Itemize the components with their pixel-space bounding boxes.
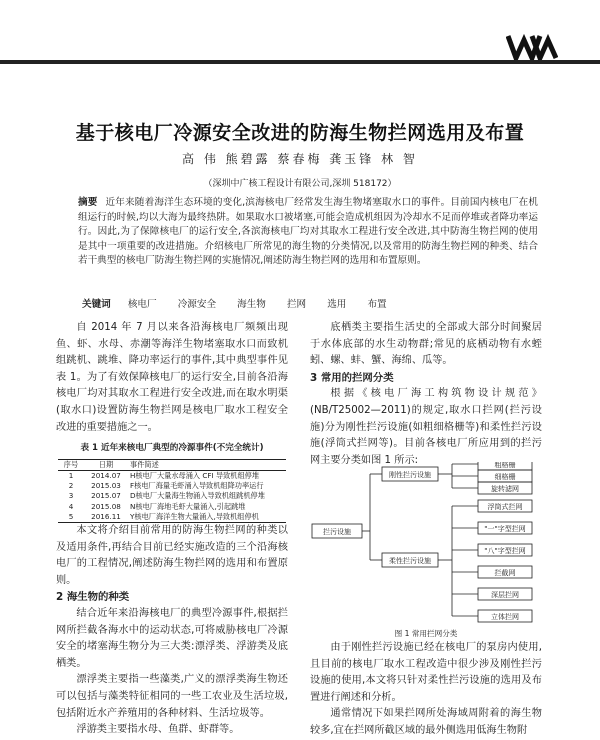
table-caption: 表 1 近年来核电厂典型的冷源事件(不完全统计) — [80, 443, 264, 454]
table-cell: D核电厂大量海生物涌入导致机组跳机停堆 — [130, 491, 265, 501]
abstract-label: 摘要 — [78, 197, 98, 208]
keyword: 选用 — [327, 299, 347, 310]
keyword: 海生物 — [237, 299, 266, 310]
keyword: 冷源安全 — [177, 299, 217, 310]
body-paragraph: 通常情况下如果拦网所处海域周附着的海生物较多,宜在拦网所截区域的最外侧选用低海生物附 — [310, 708, 542, 736]
article-authors: 高 伟 熊碧露 蔡春梅 龚玉锋 林 智 — [182, 152, 418, 166]
right-column-lower — [310, 640, 542, 740]
intro-paragraph: 自 2014 年 7 月以来各沿海核电厂频频出现鱼、虾、水母、赤潮等海洋生物堵塞取水口而致机组跳机、跳堆、降功率运行的事件,其中典型事件见表 1。为了有效保障核电厂的运行安全,目前各沿海核电厂均对其取水工程进行安全改进,而在取水明渠(取水口)设置防海生物拦网是核电厂取水工程安全改进的重要措施之一。 — [56, 322, 288, 433]
keywords — [82, 296, 542, 310]
section-heading: 2 海生物的种类 — [56, 591, 130, 604]
diagram-flexible-item: 浮筒式拦网 — [487, 503, 523, 511]
body-paragraph: 根据《核电厂海工构筑物设计规范》(NB/T25002—2011)的规定,取水口拦网(拦污设施)分为刚性拦污设施(如粗细格栅等)和柔性拦污设施(浮筒式拦网等)。目前各核电厂所应用到的拦污网主要分类如图 1 所示: — [310, 388, 542, 466]
left-column — [56, 320, 288, 739]
body-paragraph: 浮游类主要指水母、鱼群、虾群等。 — [76, 724, 240, 736]
diagram-flexible-item: 拦截网 — [494, 569, 516, 577]
body-paragraph: 结合近年来沿海核电厂的典型冷源事件,根据拦网所拦截各海水中的运动状态,可将威胁核电厂冷源安全的堵塞海生物分为三大类:漂浮类、浮游类及底栖类。 — [56, 607, 288, 669]
diagram-flexible-item: 深层拦网 — [491, 591, 519, 599]
table-cell: H核电厂大量水母涌入 CFI 导致机组停堆 — [130, 470, 260, 480]
body-paragraph: 漂浮类主要指一些藻类,广义的漂浮类海生物还可以包括与藻类特征相同的一些工农业及生活垃圾,包括附近水产养殖用的各种材料、生活垃圾等。 — [56, 674, 288, 719]
incident-table — [58, 459, 286, 523]
diagram-rigid-item: 细格栅 — [494, 473, 516, 481]
keyword: 布置 — [367, 299, 387, 310]
classification-diagram — [310, 462, 542, 626]
table-cell: Y核电厂海洋生物大量涌入,导致机组停机 — [128, 512, 286, 523]
diagram-flexible-item: 立体拦网 — [491, 613, 519, 621]
table-header-cell: 事件简述 — [128, 459, 286, 470]
diagram-rigid-item: 旋转滤网 — [491, 485, 519, 493]
table-row — [58, 470, 286, 481]
table-cell: F核电厂海量毛虾涌入导致机组降功率运行 — [130, 481, 264, 491]
table-row — [58, 502, 286, 512]
table-row — [58, 491, 286, 501]
header-rule — [0, 60, 600, 64]
table-cell: 2015.03 — [91, 481, 121, 491]
table-cell: 2015.08 — [91, 501, 121, 511]
classification-diagram-svg — [310, 462, 542, 626]
diagram-flexible-item: "八"字型拦网 — [484, 547, 526, 555]
section-heading: 3 常用的拦网分类 — [310, 371, 394, 384]
figure-caption: 图 1 常用拦网分类 — [394, 629, 458, 638]
abstract-text: 近年来随着海洋生态环境的变化,滨海核电厂经常发生海生物堵塞取水口的事件。目前国内核电厂在机组运行的时候,均以大海为最终热阱。如果取水口被堵塞,可能会造成机组因为冷却水不足而停堆或者降功率运行。因此,为了保障核电厂的运行安全,各滨海核电厂均对其取水工程进行安全改进,其中防海生物拦网的使用是其中一项重要的改进措施。介绍核电厂所常见的海生物的分类情况,以及常用的防海生物拦网的种类、结合若干典型的核电厂防海生物拦网的实施情况,阐述防海生物拦网的选用和布置原则。 — [78, 197, 538, 267]
diagram-rigid-item: 粗格栅 — [494, 462, 516, 469]
diagram-flexible-item: "一"字型拦网 — [484, 525, 526, 533]
keyword: 核电厂 — [127, 299, 157, 310]
body-paragraph: 本文将介绍目前常用的防海生物拦网的种类以及适用条件,再结合目前已经实施改造的三个沿海核电厂的工程情况,阐述防海生物拦网的选用和布置原则。 — [56, 524, 288, 586]
table-cell: 2014.07 — [91, 470, 121, 480]
table-cell: 2 — [68, 481, 74, 491]
table-row — [58, 512, 286, 523]
table-cell: 1 — [68, 470, 74, 480]
table-header-cell: 序号 — [58, 459, 84, 470]
table-cell: 4 — [68, 501, 74, 511]
article-affiliation: （深圳中广核工程设计有限公司,深圳 518172） — [203, 179, 397, 189]
abstract — [78, 196, 538, 269]
right-column — [310, 320, 542, 469]
table-cell: 3 — [68, 491, 74, 501]
diagram-rigid-label: 刚性拦污设施 — [389, 471, 431, 479]
journal-logo-icon — [506, 30, 558, 62]
keyword: 拦网 — [286, 299, 307, 310]
table-header-row — [58, 459, 286, 470]
diagram-root-label: 拦污设施 — [323, 528, 351, 536]
diagram-flexible-label: 柔性拦污设施 — [389, 557, 431, 565]
body-paragraph: 底栖类主要指生活史的全部或大部分时间聚居于水体底部的水生动物群;常见的底栖动物有水蛭蚓、螺、蚌、蟹、海绵、瓜等。 — [310, 322, 542, 367]
table-cell: 5 — [58, 512, 84, 523]
body-paragraph: 由于刚性拦污设施已经在核电厂的泵房内使用,且目前的核电厂取水工程改造中很少涉及刚性拦污设施的使用,本文将只针对柔性拦污设施的选用及布置进行阐述和分析。 — [310, 642, 542, 703]
article-title: 基于核电厂冷源安全改进的防海生物拦网选用及布置 — [75, 122, 525, 144]
keywords-label: 关键词 — [82, 299, 111, 310]
table-cell: 2016.11 — [84, 512, 128, 523]
table-row — [58, 481, 286, 491]
table-cell: N核电厂海地毛虾大量涌入,引起跳堆 — [130, 501, 246, 511]
table-cell: 2015.07 — [91, 491, 121, 501]
table-header-cell: 日期 — [84, 459, 128, 470]
